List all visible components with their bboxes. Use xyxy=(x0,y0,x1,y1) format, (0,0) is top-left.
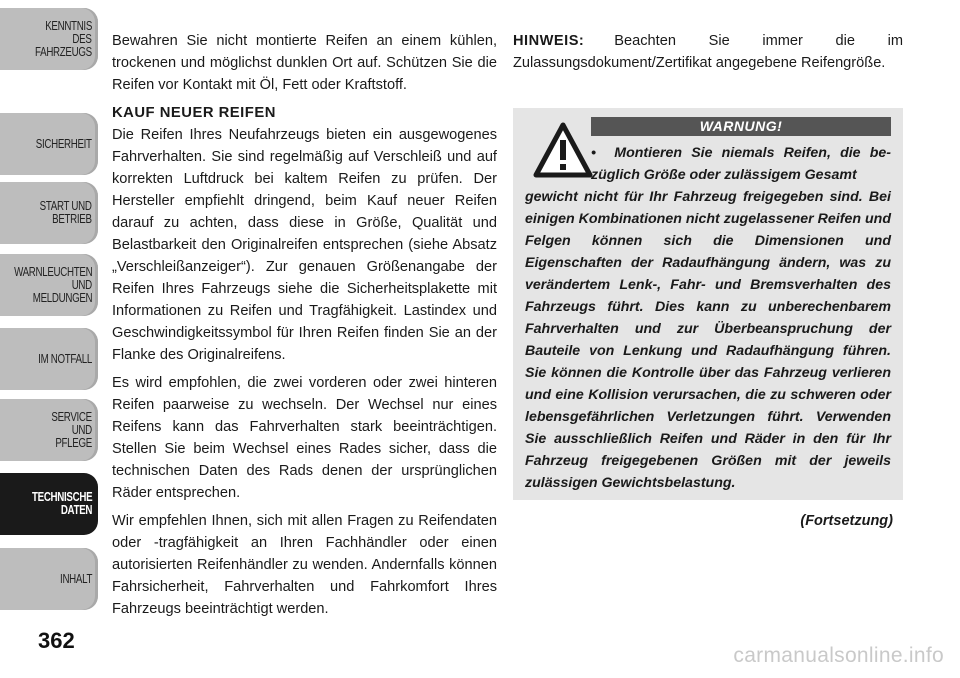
tab-warnleuchten-und-meldungen[interactable] xyxy=(0,254,98,316)
tab-label-line: BETRIEB xyxy=(52,212,92,226)
note-label: HINWEIS: xyxy=(513,33,585,49)
tab-label-line: UND xyxy=(71,422,92,437)
warning-title: WARNUNG! xyxy=(591,117,891,136)
tab-sicherheit[interactable] xyxy=(0,113,98,175)
tab-label-line: DES xyxy=(72,31,92,46)
note-paragraph xyxy=(513,30,903,74)
tab-label-line: SICHERHEIT xyxy=(36,136,92,151)
paragraph-dealer-advice: Wir empfehlen Ihnen, sich mit allen Fragen zu Reifendaten oder -tragfähigkeit an Ihren Fachhändler oder einen autorisierten Reifenhändler zu wenden. Andernfalls können Fahrsicherheit, Fahrverhalten und Fahrkomfort Ihres Fahrzeugs beeinträchtigt werden. xyxy=(112,513,497,617)
warning-text xyxy=(525,142,891,494)
watermark: carmanualsonline.info xyxy=(733,644,944,667)
warning-rest-text: gewicht nicht für Ihr Fahrzeug freigegeben sind. Bei einigen Kombinationen nicht zugelassener Reifen und Felgen können sich die Dimensionen und Eigenschaften der Radaufhängung ändern, was zu verändertem Lenk-, Fahr- und Bremsverhalten des Fahrzeugs führt. Dies kann zu unberechenbarem Fahrverhalten und zur Überbeanspruchung der Bauteile von Lenkung und Radaufhängung führen. Sie können die Kontrolle über das Fahrzeug verlieren und eine Kollision verursachen, die zu schweren oder lebensgefährlichen Verletzungen führt. Verwenden Sie ausschließlich Reifen und Räder in den für Ihr Fahrzeug freigegebenen Größen mit der jeweils zulässigen Gewichtsbelastung. xyxy=(525,189,891,491)
left-column xyxy=(112,30,497,626)
bullet-icon: • xyxy=(591,145,596,161)
warning-first-lines xyxy=(525,142,891,186)
warning-box xyxy=(513,108,903,500)
tab-label-line: WARNLEUCHTEN xyxy=(13,264,92,279)
tab-label-line: MELDUNGEN xyxy=(32,290,92,305)
tab-label-line: IM NOTFALL xyxy=(38,351,92,366)
tab-label-line: INHALT xyxy=(59,571,92,586)
tab-label-line: TECHNISCHE xyxy=(31,490,92,504)
section-heading: KAUF NEUER REIFEN xyxy=(112,105,276,121)
right-column xyxy=(513,30,903,529)
continued-label: (Fortsetzung) xyxy=(800,513,893,529)
tab-label-line: SERVICE xyxy=(51,409,92,424)
paragraph-new-tires: Die Reifen Ihres Neufahrzeugs bieten ein ausgewogenes Fahrverhalten. Sie sind regelmäßig auf Verschleiß und auf korrekten Luftdruck bei kaltem Reifen zu prüfen. Der Hersteller empfiehlt dringend, beim Kauf neuer Reifen darauf zu achten, dass diese in Größe, Qualität und Belastbarkeit den Originalreifen entsprechen (siehe Absatz „Verschleißanzeiger“). Zur genauen Größenangabe der Reifen Ihres Fahrzeugs siehe die Sicherheitsplakette mit Informationen zu Reifen und Tragfähigkeit. Lastindex und Geschwindigkeitssymbol für Ihren Reifen finden Sie an der Flanke des Originalreifens. xyxy=(112,127,497,363)
tab-label-line: UND xyxy=(71,277,92,292)
paragraph-storage: Bewahren Sie nicht montierte Reifen an einem kühlen, trockenen und möglichst dunklen Ort auf. Schützen Sie die Reifen vor Kontakt mit Öl, Fett oder Kraftstoff. xyxy=(112,33,497,93)
tab-label-line: FAHRZEUGS xyxy=(35,44,92,59)
tab-im-notfall[interactable] xyxy=(0,328,98,390)
note-text: Beachten Sie immer die im Zulassungsdokument/Zertifikat angegebene Reifengröße. xyxy=(513,33,903,71)
tab-inhalt[interactable] xyxy=(0,548,98,610)
page-number: 362 xyxy=(38,628,75,653)
tab-kenntnis-des-fahrzeugs[interactable] xyxy=(0,8,98,70)
tab-label-line: PFLEGE xyxy=(55,435,92,450)
tab-label-line: START UND xyxy=(40,199,92,213)
tab-start-und-betrieb[interactable] xyxy=(0,182,98,244)
tab-technische-daten[interactable] xyxy=(0,473,98,535)
paragraph-pair-replacement: Es wird empfohlen, die zwei vorderen oder zwei hinteren Reifen paarweise zu wechseln. Der Wechsel nur eines Reifens kann das Fahrverhalten stark beeinträchtigen. Stellen Sie beim Wechsel eines Rades sicher, dass die technischen Daten des Rads denen der ursprünglichen Räder entsprechen. xyxy=(112,375,497,501)
warning-first-text: Montieren Sie niemals Reifen, die bezüglich Größe oder zulässigem Gesamt xyxy=(591,145,891,183)
tab-label-line: KENNTNIS xyxy=(45,18,92,33)
tab-label-line: DATEN xyxy=(60,503,92,517)
tab-service-und-pflege[interactable] xyxy=(0,399,98,461)
